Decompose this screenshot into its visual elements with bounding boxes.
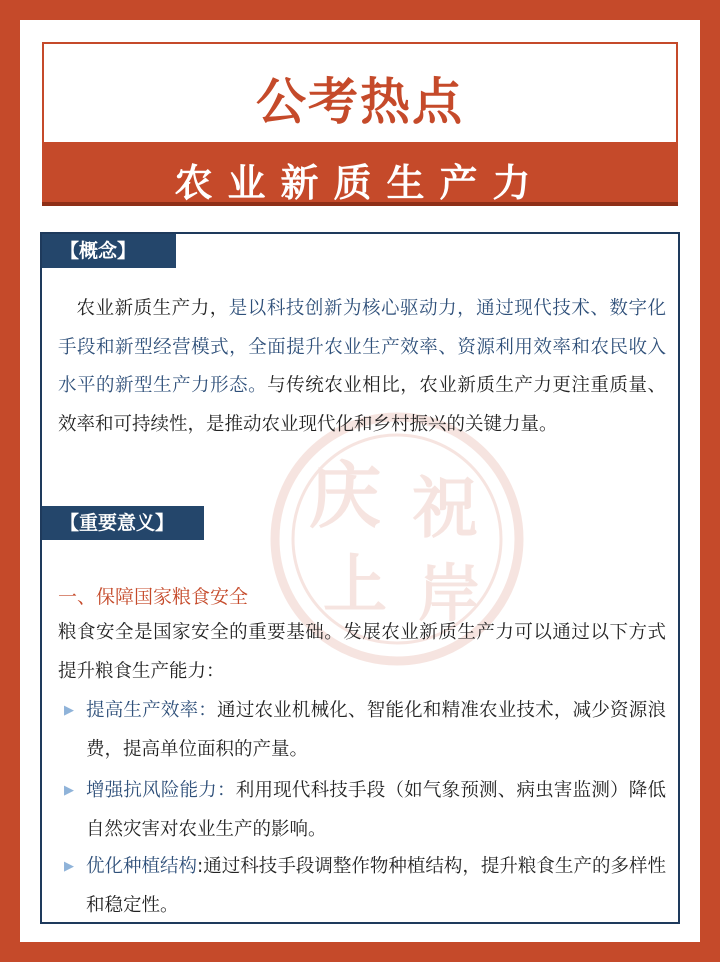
seal-char-4: 岸 (417, 557, 481, 630)
list-item-text: :通过科技手段调整作物种植结构，提升粮食生产的多样性和稳定性。 (86, 856, 666, 916)
list-item (58, 692, 666, 769)
concept-rest: 与传统农业相比，农业新质生产力更注重质量、效率和可持续性，是推动农业现代化和乡村振兴的关键力量。 (58, 375, 666, 435)
page-subtitle: 农业新质生产力 (174, 161, 546, 205)
list-item (58, 848, 666, 924)
concept-definition: 是以科技创新为核心驱动力，通过现代技术、数字化手段和新型经营模式，全面提升农业生产效率、资源利用效率和农民收入水平的新型生产力形态。 (58, 298, 666, 396)
title-box (42, 42, 678, 144)
concept-lead: 农业新质生产力， (76, 298, 229, 319)
triangle-bullet-icon: ▶ (64, 783, 74, 798)
significance-tag: 【重要意义】 (42, 506, 204, 540)
section-heading: 一、保障国家粮食安全 (58, 586, 249, 608)
list-item-key: 增强抗风险能力： (86, 780, 236, 801)
significance-intro: 粮食安全是国家安全的重要基础。发展农业新质生产力可以通过以下方式提升粮食生产能力： (58, 622, 666, 682)
concept-tag: 【概念】 (42, 234, 176, 268)
list-item-text: 通过农业机械化、智能化和精准农业技术，减少资源浪费，提高单位面积的产量。 (86, 700, 666, 760)
triangle-bullet-icon: ▶ (64, 859, 74, 874)
page-title: 公考热点 (256, 73, 464, 131)
list-item-key: 优化种植结构 (86, 856, 198, 877)
seal-char-2: 祝 (412, 469, 478, 547)
list-item-key: 提高生产效率： (86, 700, 218, 721)
list-item-text: 利用现代科技手段（如气象预测、病虫害监测）降低自然灾害对农业生产的影响。 (86, 780, 666, 840)
concept-paragraph (58, 290, 666, 444)
subtitle-bar (42, 144, 678, 206)
seal-char-3: 上 (323, 548, 387, 623)
poster-sheet (20, 20, 700, 942)
triangle-bullet-icon: ▶ (64, 703, 74, 718)
content-panel (40, 232, 680, 924)
list-item (58, 772, 666, 849)
seal-char-1: 庆 (308, 453, 382, 538)
